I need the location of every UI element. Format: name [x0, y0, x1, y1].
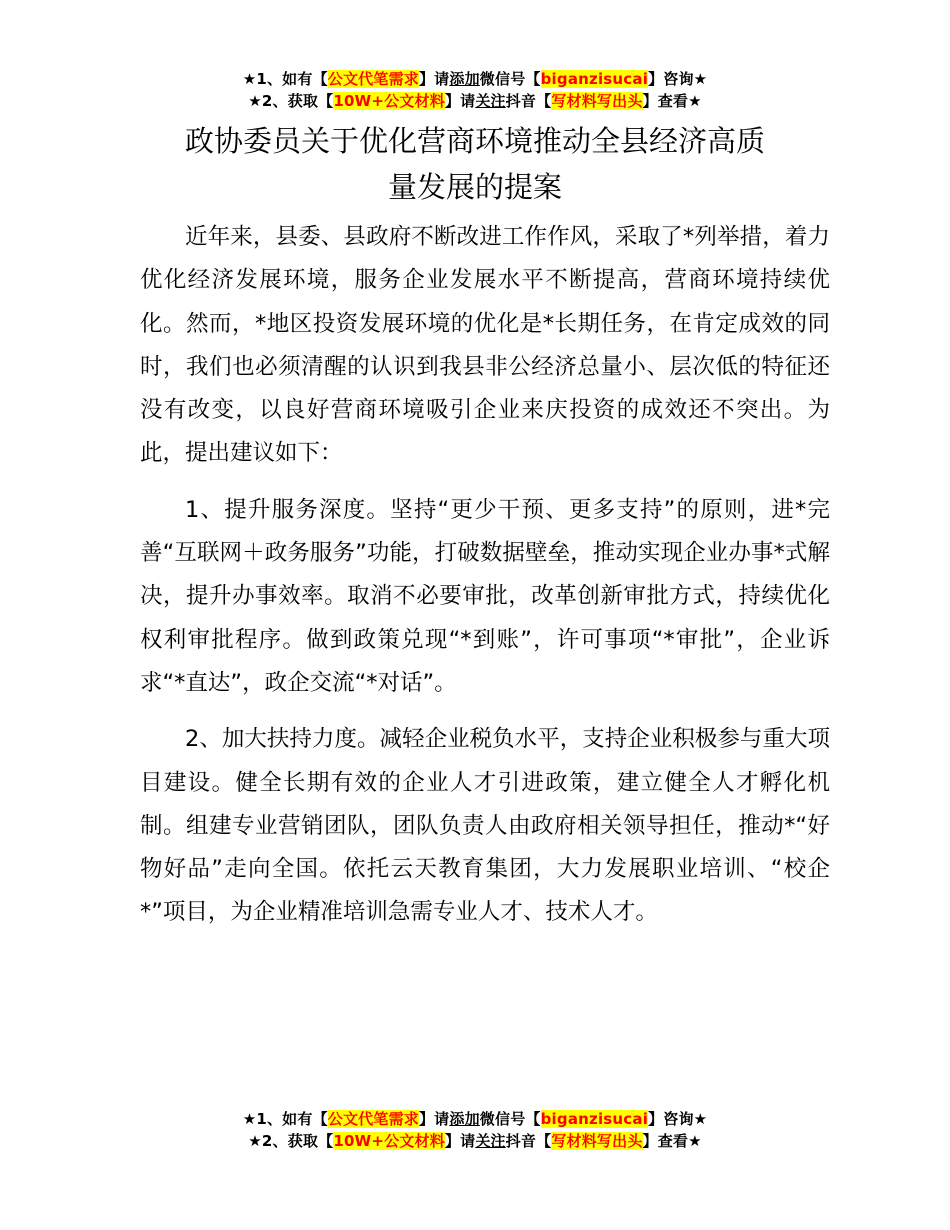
banner-text: ★2、获取【	[248, 1132, 334, 1150]
banner-text: 】请	[444, 1132, 476, 1150]
title-line-2: 量发展的提案	[387, 170, 562, 204]
title-line-1: 政协委员关于优化营商环境推动全县经济高质	[184, 124, 765, 158]
banner-text: 】请	[418, 1110, 450, 1128]
banner-text: 】查看★	[642, 92, 702, 110]
highlight-service: 公文代笔需求	[327, 1110, 419, 1128]
banner-text: 】查看★	[642, 1132, 702, 1150]
highlight-wechat-id: biganzisucai	[540, 1110, 649, 1128]
document-body	[140, 216, 830, 948]
banner-text: ★1、如有【	[242, 1110, 328, 1128]
document-title	[140, 118, 810, 210]
highlight-materials: 10W+公文材料	[333, 1132, 445, 1150]
banner-text: 微信号【	[479, 70, 541, 88]
paragraph-suggestion-1: 1、提升服务深度。坚持“更少干预、更多支持”的原则，进*完善“互联网＋政务服务”功能，打破数据壁垒，推动实现企业办事*式解决，提升办事效率。取消不必要审批，改革创新审批方式，持续优化权利审批程序。做到政策兑现“*到账”，许可事项“*审批”，企业诉求“*直达”，政企交流“*对话”。	[140, 496, 830, 696]
banner-text: 抖音【	[505, 92, 552, 110]
banner-underlined: 添加	[449, 1110, 480, 1128]
banner-text: 】咨询★	[648, 70, 708, 88]
banner-text: 】咨询★	[648, 1110, 708, 1128]
banner-underlined: 关注	[475, 92, 506, 110]
banner-text: 微信号【	[479, 1110, 541, 1128]
banner-line-1	[0, 1108, 950, 1130]
banner-text: 抖音【	[505, 1132, 552, 1150]
banner-underlined: 添加	[449, 70, 480, 88]
highlight-wechat-id: biganzisucai	[540, 70, 649, 88]
highlight-douyin-account: 写材料写出头	[551, 1132, 643, 1150]
footer-banner	[0, 1108, 950, 1152]
paragraph-intro: 近年来，县委、县政府不断改进工作作风，采取了*列举措，着力优化经济发展环境，服务企业发展水平不断提高，营商环境持续优化。然而，*地区投资发展环境的优化是*长期任务，在肯定成效的同时，我们也必须清醒的认识到我县非公经济总量小、层次低的特征还没有改变，以良好营商环境吸引企业来庆投资的成效还不突出。为此，提出建议如下：	[140, 224, 830, 467]
header-banner	[0, 68, 950, 112]
banner-underlined: 关注	[475, 1132, 506, 1150]
paragraph-suggestion-2: 2、加大扶持力度。减轻企业税负水平，支持企业积极参与重大项目建设。健全长期有效的企业人才引进政策，建立健全人才孵化机制。组建专业营销团队，团队负责人由政府相关领导担任，推动*“好物好品”走向全国。依托云天教育集团，大力发展职业培训、“校企*”项目，为企业精准培训急需专业人才、技术人才。	[140, 726, 830, 926]
banner-line-2	[0, 90, 950, 112]
banner-line-2	[0, 1130, 950, 1152]
highlight-service: 公文代笔需求	[327, 70, 419, 88]
highlight-materials: 10W+公文材料	[333, 92, 445, 110]
banner-text: 】请	[444, 92, 476, 110]
banner-line-1	[0, 68, 950, 90]
banner-text: ★2、获取【	[248, 92, 334, 110]
banner-text: 】请	[418, 70, 450, 88]
banner-text: ★1、如有【	[242, 70, 328, 88]
highlight-douyin-account: 写材料写出头	[551, 92, 643, 110]
